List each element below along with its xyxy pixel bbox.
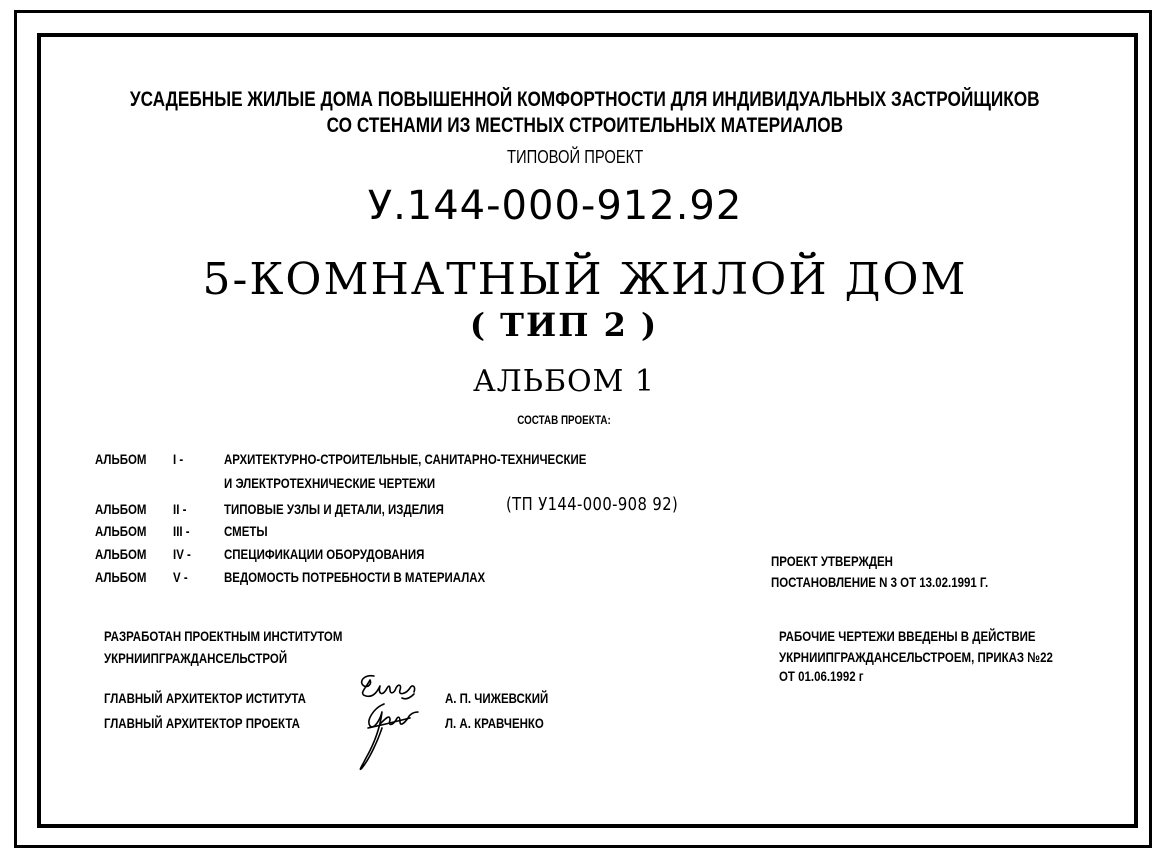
developer-line-1: РАЗРАБОТАН ПРОЕКТНЫМ ИНСТИТУТОМ <box>104 628 343 644</box>
album-description: СПЕЦИФИКАЦИИ ОБОРУДОВАНИЯ <box>224 546 425 562</box>
developer-line-2: УКРНИИПГРАЖДАНСЕЛЬСТРОЙ <box>104 650 288 666</box>
album-number: II - <box>173 501 187 517</box>
album-label: АЛЬБОМ <box>95 451 147 467</box>
enacted-line-1: РАБОЧИЕ ЧЕРТЕЖИ ВВЕДЕНЫ В ДЕЙСТВИЕ <box>779 628 1036 644</box>
album-label: АЛЬБОМ <box>95 523 147 539</box>
album-label: АЛЬБОМ <box>95 569 147 585</box>
header-line-2: СО СТЕНАМИ ИЗ МЕСТНЫХ СТРОИТЕЛЬНЫХ МАТЕРИАЛОВ <box>326 114 844 137</box>
approval-line-1: ПРОЕКТ УТВЕРЖДЕН <box>771 553 893 569</box>
enacted-line-2: УКРНИИПГРАЖДАНСЕЛЬСТРОЕМ, ПРИКАЗ №22 <box>779 649 1053 665</box>
album-label: АЛЬБОМ <box>95 546 147 562</box>
signatory-role-2: ГЛАВНЫЙ АРХИТЕКТОР ПРОЕКТА <box>104 715 300 731</box>
album-number: III - <box>173 523 190 539</box>
album-number: IV - <box>173 546 191 562</box>
album-label: АЛЬБОМ <box>95 501 147 517</box>
album-number: V - <box>173 569 188 585</box>
album-description: СМЕТЫ <box>224 523 268 539</box>
house-type: ( ТИП 2 ) <box>469 306 659 344</box>
composition-title: СОСТАВ ПРОЕКТА: <box>517 413 611 427</box>
album-description: И ЭЛЕКТРОТЕХНИЧЕСКИЕ ЧЕРТЕЖИ <box>224 475 436 491</box>
signatory-name-1: А. П. ЧИЖЕВСКИЙ <box>445 690 549 706</box>
document-title: 5-КОМНАТНЫЙ ЖИЛОЙ ДОМ <box>202 254 968 305</box>
album-number: I - <box>173 451 184 467</box>
signatory-role-1: ГЛАВНЫЙ АРХИТЕКТОР ИСТИТУТА <box>104 690 306 706</box>
header-line-3: ТИПОВОЙ ПРОЕКТ <box>506 147 644 167</box>
album-description: ТИПОВЫЕ УЗЛЫ И ДЕТАЛИ, ИЗДЕЛИЯ <box>224 501 444 517</box>
album-description: ВЕДОМОСТЬ ПОТРЕБНОСТИ В МАТЕРИАЛАХ <box>224 569 486 585</box>
album-2-reference: (ТП У144-000-908 92) <box>506 494 679 515</box>
header-line-1: УСАДЕБНЫЕ ЖИЛЫЕ ДОМА ПОВЫШЕННОЙ КОМФОРТНОСТИ ДЛЯ ИНДИВИДУАЛЬНЫХ ЗАСТРОЙЩИКОВ <box>130 88 1040 111</box>
enacted-line-3: ОТ 01.06.1992 г <box>779 668 864 684</box>
approval-line-2: ПОСТАНОВЛЕНИЕ N 3 ОТ 13.02.1991 Г. <box>771 574 989 590</box>
signatures-graphic <box>344 668 434 778</box>
album-title: АЛЬБОМ 1 <box>473 364 655 399</box>
signatory-name-2: Л. А. КРАВЧЕНКО <box>445 715 544 731</box>
project-code: У.144-000-912.92 <box>367 183 743 229</box>
album-description: АРХИТЕКТУРНО-СТРОИТЕЛЬНЫЕ, САНИТАРНО-ТЕХНИЧЕСКИЕ <box>224 451 587 467</box>
